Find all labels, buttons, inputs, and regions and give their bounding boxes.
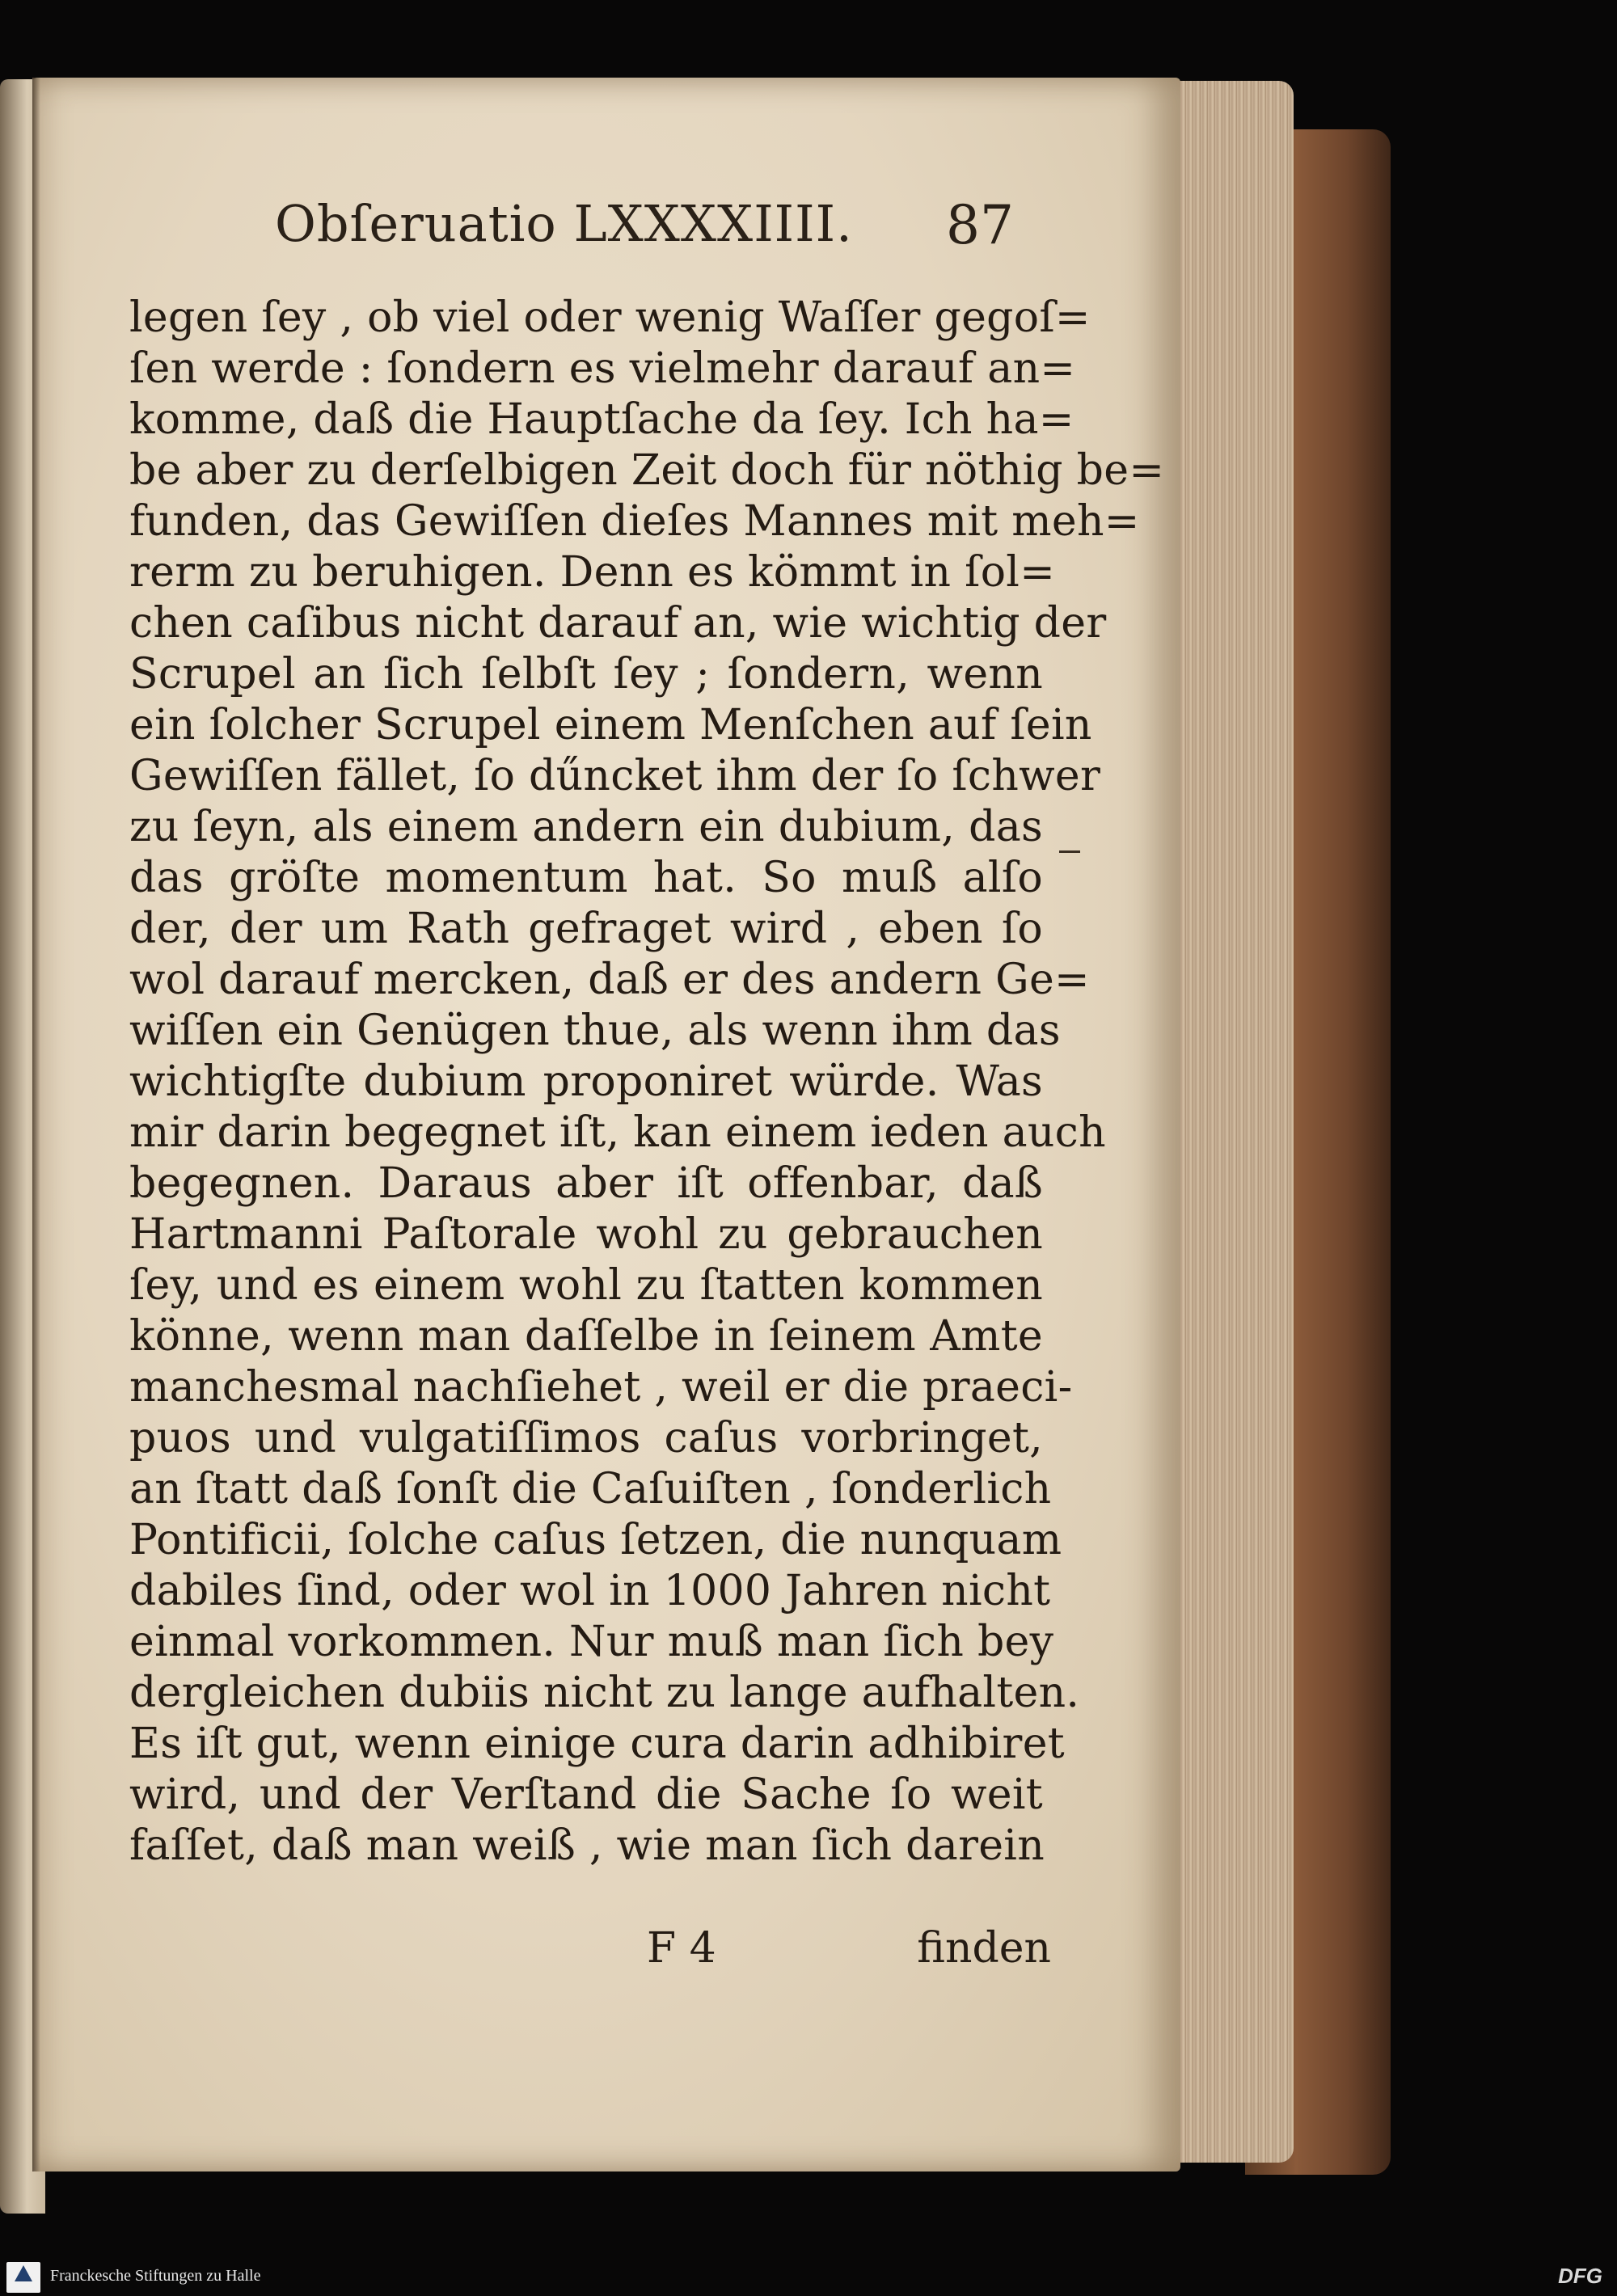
institution-name: Franckesche Stiftungen zu Halle	[50, 2267, 261, 2285]
text-line: an ſtatt daß ſonſt die Caſuiſten , ſonderlich	[129, 1465, 1052, 1513]
text-line: manchesmal nachſiehet , weil er die praeci-	[129, 1363, 1073, 1412]
text-line: komme, daß die Hauptſache da ſey. Ich ha=	[129, 395, 1074, 444]
text-line: ſey, und es einem wohl zu ſtatten kommen	[129, 1261, 1043, 1310]
text-line: funden, das Gewiſſen dieſes Mannes mit meh=	[129, 497, 1140, 546]
text-line: ein ſolcher Scrupel einem Menſchen auf ſein	[129, 701, 1092, 749]
text-line: wiſſen ein Genügen thue, als wenn ihm das	[129, 1007, 1061, 1055]
text-line: legen ſey , ob viel oder wenig Waſſer gegoſ=	[129, 293, 1091, 342]
signature-mark: F 4	[647, 1924, 716, 1973]
text-line: Es iſt gut, wenn einige cura darin adhibiret	[129, 1720, 1065, 1768]
text-line: rerm zu beruhigen. Denn es kömmt in ſol=	[129, 548, 1056, 597]
text-line: wird, und der Verſtand die Sache ſo weit	[129, 1771, 1043, 1819]
text-line: dergleichen dubiis nicht zu lange aufhalten.	[129, 1669, 1080, 1717]
text-line: einmal vorkommen. Nur muß man ſich bey	[129, 1618, 1054, 1666]
text-line: mir darin begegnet iſt, kan einem ieden auch	[129, 1108, 1106, 1157]
text-line: wol darauf mercken, daß er des andern Ge=	[129, 956, 1090, 1004]
text-line: der, der um Rath gefraget wird , eben ſo	[129, 905, 1043, 953]
text-line: puos und vulgatiſſimos caſus vorbringet,	[129, 1414, 1043, 1462]
page-block-edges	[1164, 81, 1294, 2163]
page-number: 87	[946, 194, 1014, 256]
margin-mark	[1059, 850, 1080, 853]
gutter-shadow	[32, 78, 40, 2171]
body-text	[129, 293, 1165, 1974]
text-line: Gewiſſen fället, ſo dűncket ihm der ſo ſchwer	[129, 752, 1101, 800]
text-line: wichtigſte dubium proponiret würde. Was	[129, 1057, 1043, 1106]
text-line: dabiles ſind, oder wol in 1000 Jahren nicht	[129, 1567, 1051, 1615]
text-line: ſen werde : ſondern es vielmehr darauf an=	[129, 344, 1076, 393]
text-line: könne, wenn man daſſelbe in ſeinem Amte	[129, 1312, 1043, 1361]
text-line: zu ſeyn, als einem andern ein dubium, das	[129, 803, 1043, 851]
text-line: begegnen. Daraus aber iſt offenbar, daß	[129, 1159, 1043, 1208]
text-line: Hartmanni Paſtorale wohl zu gebrauchen	[129, 1210, 1043, 1259]
page-footer	[647, 1924, 1051, 1989]
text-line: Scrupel an ſich ſelbſt ſey ; ſondern, wenn	[129, 650, 1043, 699]
page-header	[275, 194, 1014, 267]
text-line: chen caſibus nicht darauf an, wie wichtig der	[129, 599, 1107, 648]
text-line: Pontificii, ſolche caſus ſetzen, die nunquam	[129, 1516, 1062, 1564]
text-line: be aber zu derſelbigen Zeit doch für nöthig be=	[129, 446, 1165, 495]
running-head: Obſeruatio LXXXXIIII.	[275, 194, 853, 253]
catchword: finden	[917, 1924, 1051, 1973]
dfg-logo: DFG	[1558, 2264, 1602, 2288]
text-line: das gröſte momentum hat. So muß alſo	[129, 854, 1043, 902]
text-line: faſſet, daß man weiß , wie man ſich darein	[129, 1821, 1045, 1870]
